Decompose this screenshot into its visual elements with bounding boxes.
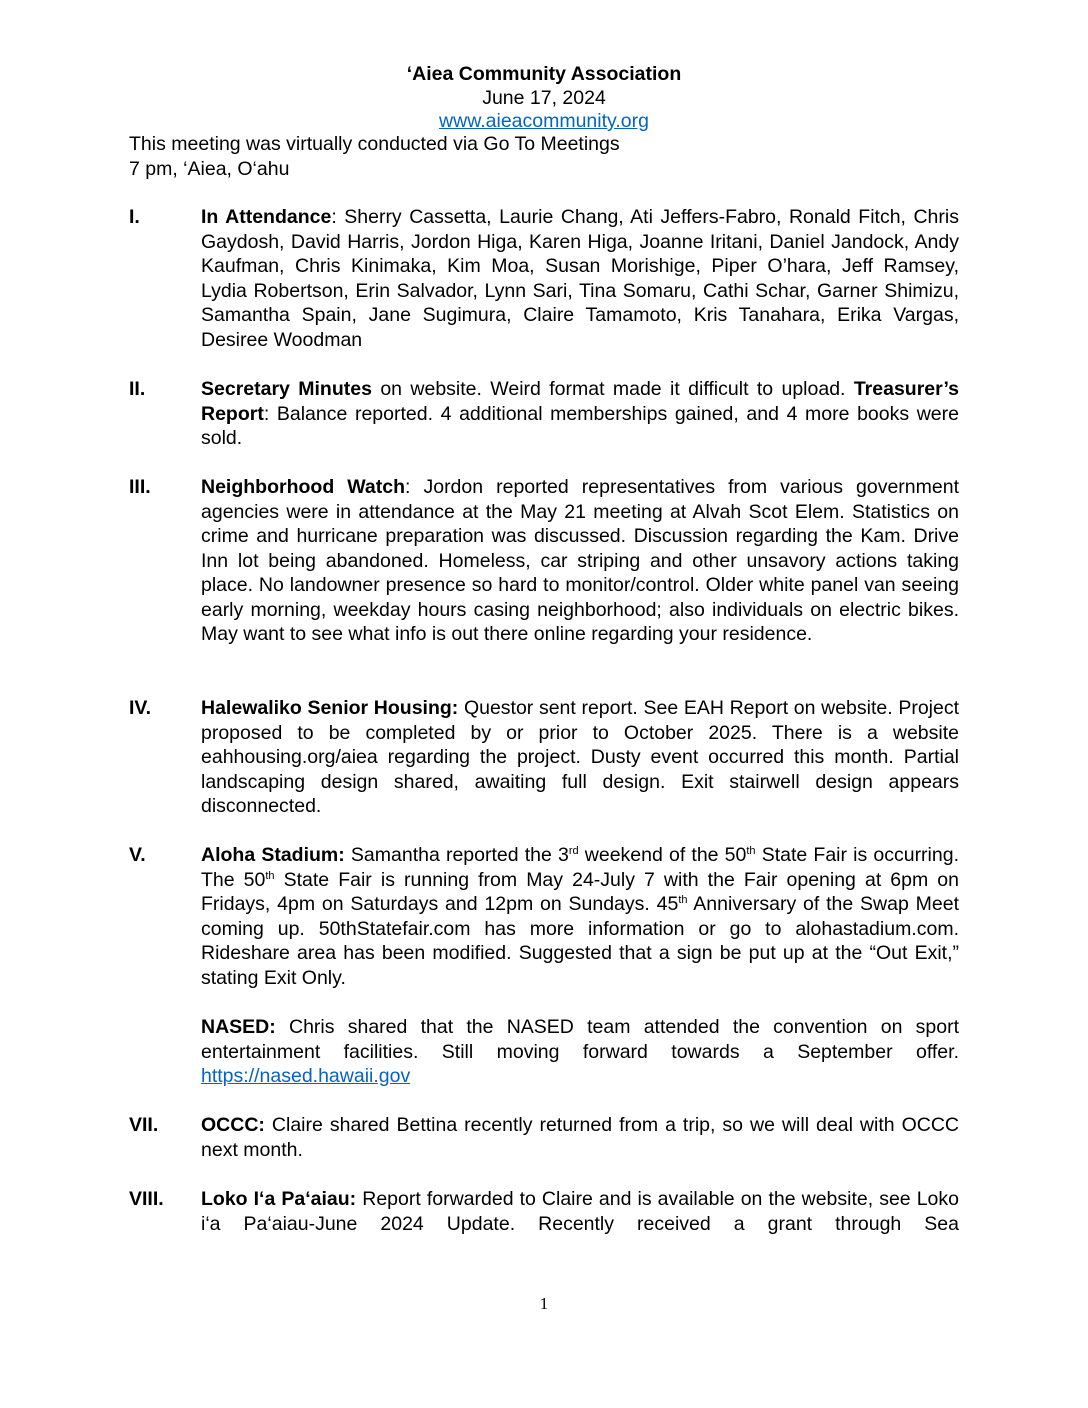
section-title: Secretary Minutes <box>201 378 372 400</box>
section-text: Claire shared Bettina recently returned from a trip, so we will deal with OCCC next month. <box>201 1114 959 1161</box>
treasurer-report-title: Treasurer’s Report <box>201 378 959 425</box>
section-text: State Fair is occurring. The 50 <box>201 844 959 891</box>
section-number: IV. <box>129 697 152 719</box>
section-number: III. <box>129 476 151 498</box>
section-text: Report forwarded to Claire and is available on the website, see Loko i‘a Pa‘aiau-June 2024 Update. Recently received a grant through Sea <box>201 1188 959 1235</box>
ordinal-suffix: rd <box>568 845 579 857</box>
section-number: V. <box>129 844 146 866</box>
section-title: Halewaliko Senior Housing: <box>201 697 459 719</box>
ordinal-suffix: th <box>746 845 756 857</box>
section-text: Samantha reported the 3 <box>344 844 569 866</box>
section-neighborhood-watch <box>129 475 959 647</box>
ordinal-suffix: th <box>678 894 688 906</box>
meeting-format-line: This meeting was virtually conducted via Go To Meetings <box>129 133 620 155</box>
meeting-date: June 17, 2024 <box>482 86 606 109</box>
organization-name: ‘Aiea Community Association <box>406 63 682 85</box>
meeting-time-location: 7 pm, ‘Aiea, O‘ahu <box>129 157 290 180</box>
section-text: Chris shared that the NASED team attended the convention on sport entertainment facilities. Still moving forward towards a September offer. <box>201 1016 959 1063</box>
section-nased <box>129 1015 959 1089</box>
section-text: : Sherry Cassetta, Laurie Chang, Ati Jeffers-Fabro, Ronald Fitch, Chris Gaydosh, David Harris, Jordon Higa, Karen Higa, Joanne Iritani, Daniel Jandock, Andy Kaufman, Chris Kinimaka, Kim Moa, Susan Morishige, Piper O’hara, Jeff Ramsey, Lydia Robertson, Erin Salvador, Lynn Sari, Tina Somaru, Cathi Schar, Garner Shimizu, Samantha Spain, Jane Sugimura, Claire Tamamoto, Kris Tanahara, Erika Vargas, Desiree Woodman <box>201 206 959 351</box>
page-number: 1 <box>539 1294 549 1313</box>
section-senior-housing <box>129 696 959 819</box>
section-aloha-stadium <box>129 843 959 990</box>
section-text: : Balance reported. 4 additional memberships gained, and 4 more books were sold. <box>201 402 959 449</box>
section-title: In Attendance <box>201 206 332 228</box>
meeting-intro <box>129 132 620 181</box>
section-text: weekend of the 50 <box>578 844 747 866</box>
section-number: II. <box>129 378 146 400</box>
section-title: OCCC: <box>201 1114 265 1136</box>
section-number: VII. <box>129 1114 159 1136</box>
ordinal-suffix: th <box>265 869 275 882</box>
section-loko-ia-paaiau <box>129 1187 959 1236</box>
document-header <box>0 63 1088 134</box>
section-text: Questor sent report. See EAH Report on website. Project proposed to be completed by or prior to October 2025. There is a website eahhousing.org/aiea regarding the project. Dusty event occurred this month. Partial landscaping design shared, awaiting full design. Exit stairwell design appears disconnected. <box>201 697 960 817</box>
section-text: on website. Weird format made it difficult to upload. <box>371 378 854 400</box>
section-number: I. <box>129 206 140 228</box>
section-text: Anniversary of the Swap Meet coming up. 50thStatefair.com has more information or go to alohastadium.com. Rideshare area has been modified. Suggested that a sign be put up at the “Out Exit,” stating Exit Only. <box>201 893 959 989</box>
section-number: VIII. <box>129 1188 164 1210</box>
section-attendance <box>129 205 959 352</box>
section-text: : Jordon reported representatives from various government agencies were in attendance at the May 21 meeting at Alvah Scot Elem. Statistics on crime and hurricane preparation was discussed. Discussion regarding the Kam. Drive Inn lot being abandoned. Homeless, car striping and other unsavory actions taking place. No landowner presence so hard to monitor/control. Older white panel van seeing early morning, weekday hours casing neighborhood; also individuals on electric bikes. May want to see what info is out there online regarding your residence. <box>201 476 959 645</box>
section-title: Aloha Stadium: <box>201 844 345 866</box>
section-occc <box>129 1113 959 1162</box>
section-minutes-treasurer <box>129 377 959 451</box>
section-title: Loko I‘a Pa‘aiau: <box>201 1188 357 1210</box>
section-title: Neighborhood Watch <box>201 476 406 498</box>
section-text: State Fair is running from May 24-July 7 with the Fair opening at 6pm on Fridays, 4pm on Saturdays and 12pm on Sundays. 45 <box>201 868 959 915</box>
section-title: NASED: <box>201 1016 276 1038</box>
nased-link[interactable]: https://nased.hawaii.gov <box>201 1065 411 1087</box>
website-link[interactable]: www.aieacommunity.org <box>439 110 649 132</box>
